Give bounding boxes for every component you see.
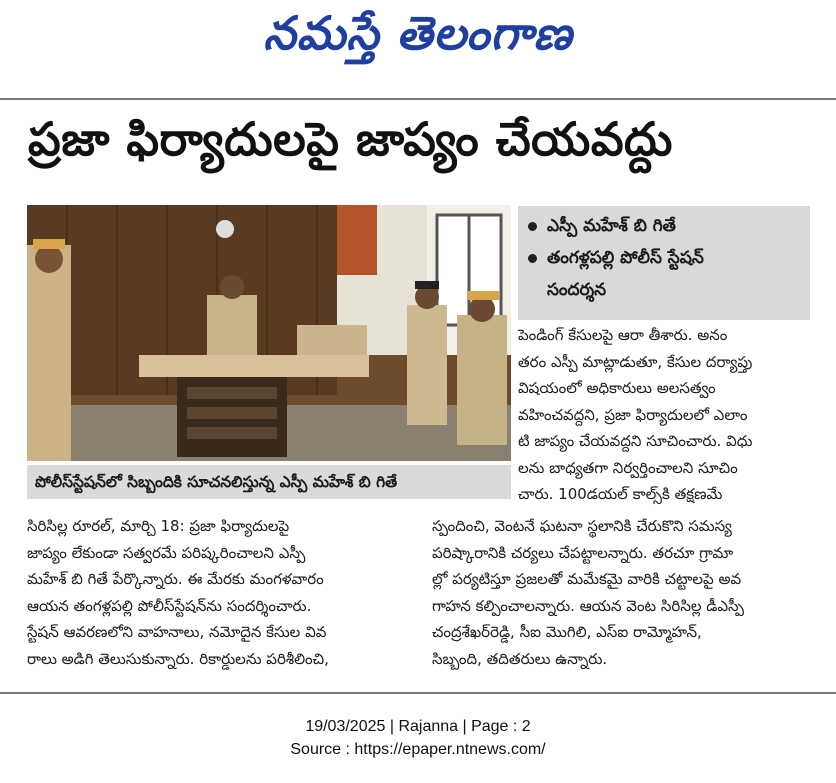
text-line: టి జాప్యం చేయవద్దని సూచించారు. విధు: [518, 432, 753, 450]
body-column-right-upper: [518, 322, 810, 508]
police-station-photo: [27, 205, 511, 461]
text-line: జాప్యం లేకుండా సత్వరమే పరిష్కరించాలని ఎస్పీ: [27, 543, 306, 562]
body-column-left: [27, 513, 411, 672]
bottom-rule: [0, 692, 836, 694]
masthead: [0, 0, 836, 72]
highlight-item: సందర్శన: [547, 280, 607, 300]
text-line: సిబ్బంది, తదితరులు ఉన్నారు.: [432, 649, 608, 668]
text-line: పెండింగ్ కేసులపై ఆరా తీశారు. అనం: [518, 326, 728, 344]
newspaper-logo: నమస్తే తెలంగాణ: [263, 6, 573, 60]
text-line: లను బాధ్యతగా నిర్వర్తించాలని సూచిం: [518, 458, 738, 477]
highlight-item: తంగళ్లపల్లి పోలీస్ స్టేషన్: [528, 242, 800, 274]
text-line: స్పందించి, వెంటనే ఘటనా స్థలానికి చేరుకొని సమస్య: [432, 517, 732, 535]
footer-date-line: 19/03/2025 | Rajanna | Page : 2: [305, 718, 531, 735]
text-line: రాలు అడిగి తెలుసుకున్నారు. రికార్డులను పరిశీలించి,: [27, 649, 329, 668]
top-rule: [0, 98, 836, 100]
footer-source-line: Source : https://epaper.ntnews.com/: [290, 741, 546, 758]
text-line: ల్లో పర్యటిస్తూ ప్రజలతో మమేకమై వారికి చట్టాలపై అవ: [432, 570, 742, 588]
highlights-box: [518, 206, 810, 320]
text-line: ఆయన తంగళ్లపల్లి పోలీస్‌స్టేషన్‌ను సందర్శించారు.: [27, 596, 312, 615]
body-column-right-lower: [432, 513, 810, 672]
article-headline: ప్రజా ఫిర్యాదులపై జాప్యం చేయవద్దు: [28, 112, 673, 166]
text-line: విషయంలో అధికారులు అలసత్వం: [518, 379, 716, 397]
bullet-icon: [528, 222, 537, 231]
text-line: పరిష్కారానికి చర్యలు చేపట్టాలన్నారు. తరచూ గ్రామా: [432, 543, 734, 562]
text-line: స్టేషన్ ఆవరణలోని వాహనాలు, నమోదైన కేసుల వివ: [27, 623, 327, 641]
text-line: వహించవద్దని, ప్రజా ఫిర్యాదులలో ఎలాం: [518, 405, 748, 424]
bullet-icon: [528, 254, 537, 263]
article-photo: [27, 205, 511, 461]
text-line: చారు. 100డయల్ కాల్స్‌కి తక్షణమే: [518, 485, 723, 503]
text-line: చంద్రశేఖర్‌రెడ్డి, సీఐ మొగిలి, ఎస్ఐ రామ్మోహన్,: [432, 623, 702, 641]
highlight-item: ఎస్పీ మహేశ్ బి గితే: [528, 210, 800, 242]
text-line: తరం ఎస్పీ మాట్లాడుతూ, కేసుల దర్యాప్తు: [518, 352, 753, 371]
text-line: సిరిసిల్ల రూరల్, మార్చి 18: ప్రజా ఫిర్యాదులపై: [27, 517, 290, 535]
text-line: మహేశ్ బి గితే పేర్కొన్నారు. ఈ మేరకు మంగళవారం: [27, 570, 324, 588]
text-line: గాహన కల్పించాలన్నారు. ఆయన వెంట సిరిసిల్ల డీఎస్పీ: [432, 596, 744, 615]
photo-caption: పోలీస్‌స్టేషన్‌లో సిబ్బందికి సూచనలిస్తున్న ఎస్పీ మహేశ్ బి గితే: [27, 465, 511, 499]
